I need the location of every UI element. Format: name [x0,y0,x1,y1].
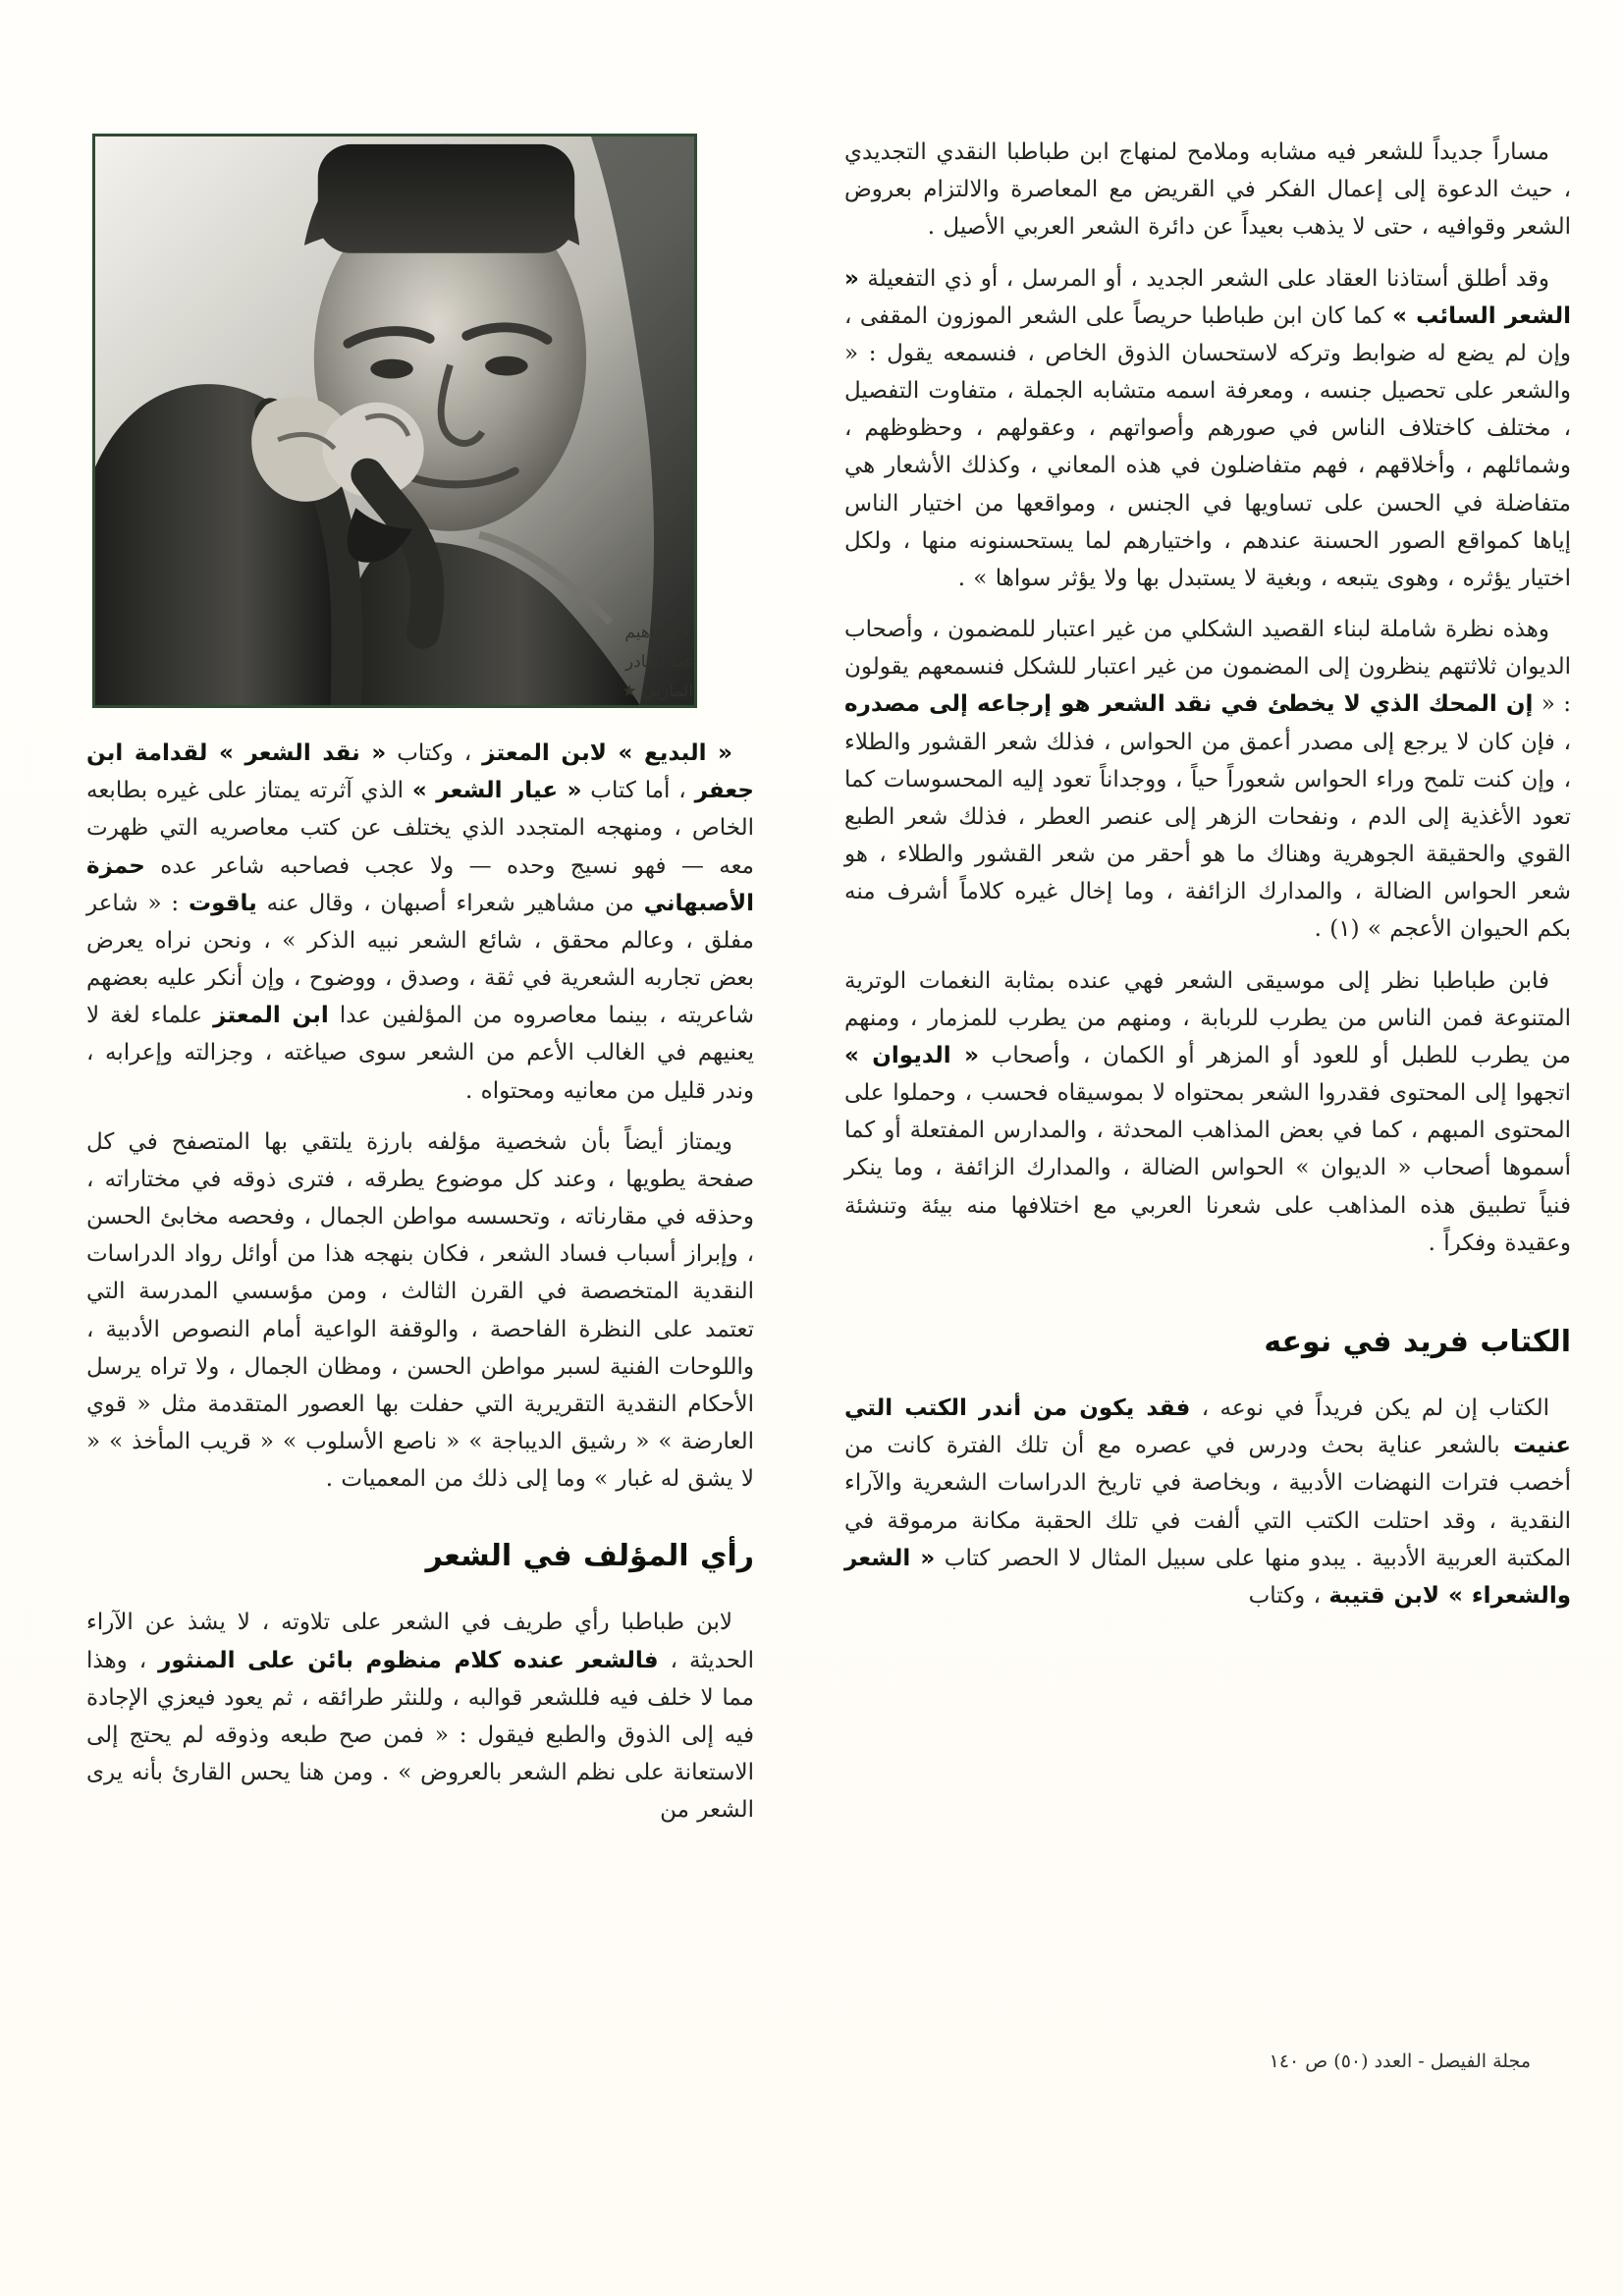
bold-phrase: إن المحك الذي لا يخطئ في نقد الشعر هو إرجاعه إلى مصدره [844,691,1534,718]
bold-phrase: « عيار الشعر » [411,778,582,804]
bold-phrase: فقد يكون من أندر الكتب التي عنيت [844,1394,1571,1459]
paragraph: ويمتاز أيضاً بأن شخصية مؤلفه بارزة يلتقي بها المتصفح في كل صفحة يطويها ، وعند كل موضوع يطرقه ، فترى ذوقه في مختاراته ، وحذقه في مقارناته ، وتحسسه مواطن الجمال ، وفحصه مخابئ الحسن ، وإبراز أسباب فساد الشعر ، فكان بنهجه هذا من أوائل رواد الدراسات النقدية المتخصصة في القرن الثالث ، ومن مؤسسي المدرسة التي تعتمد على النظرة الفاحصة ، والوقفة الواعية أمام النصوص الأدبية ، واللوحات الفنية لسبر مواطن الحسن ، ومظان الجمال ، ولا تراه يرسل الأحكام النقدية التقريرية التي حفلت بها العصور المتقدمة مثل « قوي العارضة » « رشيق الديباجة » « ناصع الأسلوب » « قريب المأخذ » « لا يشق له غبار » وما إلى ذلك من المعميات . [86,1128,754,1493]
bold-phrase: « البديع » لابن المعتز [482,740,733,766]
paragraph-text: الكتاب إن لم يكن فريداً في نوعه ، [1190,1394,1550,1421]
left-column [86,735,754,2036]
paragraph [844,611,1571,949]
paragraph [86,735,754,1110]
paragraph-text: ، وهذا مما لا خلف فيه فللشعر قوالبه ، وللنثر طرائقه ، ثم يعود فيعزي الإجادة فيه إلى الذوق والطبع فيقول : « فمن صح طبعه وذوقه لم يحتج إلى الاستعانة على نظم الشعر بالعروض » . ومن هنا يحس القارئ بأنه يرى الشعر من [86,1647,754,1824]
bold-phrase: « الشعر السائب » [844,265,1571,329]
bold-phrase: حمزة الأصبهاني [86,852,754,916]
paragraph-text: ، أما كتاب [581,778,695,804]
portrait-photo-frame [92,134,697,708]
paragraph-text: اتجهوا إلى المحتوى فقدروا الشعر بمحتواه لا بموسيقاه فحسب ، وحملوا على المحتوى المبهم ، كما في بعض المذاهب المحدثة ، والمدارس المفتعلة أو كما أسموها أصحاب « الديوان » الحواس الضالة ، والمدارك الزائفة ، وما ينكر فنياً تطبيق هذه المذاهب على شعرنا العربي مع اختلافها منه بيئة وتنشئة وعقيدة وفكراً . [844,1080,1571,1256]
page-footer: مجلة الفيصل - العدد (٥٠) ص ١٤٠ [1269,2050,1531,2072]
bold-phrase: « الشعر والشعراء » لابن قتيبة [844,1545,1571,1609]
paragraph-text: علماء لغة لا يعنيهم في الغالب الأعم من الشعر سوى صياغته ، وجزالته وإعرابه ، وندر قليل من معانيه ومحتواه . [86,1003,754,1104]
right-column [844,134,1571,2033]
bold-phrase: ياقوت [188,890,257,916]
paragraph-text: ، وكتاب [386,740,483,766]
bold-phrase: فالشعر عنده كلام منظوم بائن على المنثور [158,1647,659,1673]
section-heading: الكتاب فريد في نوعه [1264,1324,1571,1359]
paragraph-text: لابن طباطبا رأي طريف في الشعر على تلاوته ، لا يشذ عن الآراء الحديثة ، [86,1610,754,1673]
paragraph: مساراً جديداً للشعر فيه مشابه وملامح لمنهاج ابن طباطبا النقدي التجديدي ، حيث الدعوة إلى إعمال الفكر في القريض مع المعاصرة والالتزام بعروض الشعر وقوافيه ، حتى لا يذهب بعيداً عن دائرة الشعر العربي الأصيل . [844,139,1571,241]
paragraph-text: كما كان ابن طباطبا حريصاً على الشعر الموزون المقفى ، وإن لم يضع له ضوابط وتركه لاستحسان الذوق الخاص ، فنسمعه يقول : « والشعر على تحصيل جنسه ، ومعرفة اسمه متشابه الجملة ، متفاوت التفصيل ، مختلف كاختلاف الناس في صورهم وأصواتهم ، وعقولهم ، وحظوظهم ، وشمائلهم ، وأخلاقهم ، فهم متفاضلون في هذه المعاني ، وكذلك الأشعار هي متفاضلة في الحسن على تساويها في الجنس ، ومواقعها من اختيار الناس إياها كمواقع الصور الحسنة عندهم ، واختيارهم لما يستحسنونه منها ، ولكل اختيار يؤثره ، وهوى يتبعه ، وبغية لا يستبدل بها ولا يؤثر سواها » . [844,302,1571,591]
photo-caption: ★ إبراهيم عبد القادر المازني ★ [622,623,693,701]
bold-phrase: « الديوان » [844,1042,979,1068]
paragraph-text: ، فإن كان لا يرجع إلى مصدر أعمق من الحواس ، فذلك شعر القشور والطلاء ، وإن كنت تلمح وراء الحواس شعوراً حياً ، ووجداناً تعود إليه المحسوسات كما تعود الأغذية إلى الدم ، ونفحات الزهر إلى عنصر العطر ، فذلك شعر الطبع القوي والحقيقة الجوهرية وهناك ما هو أحقر من شعر القشور والطلاء ، هو شعر الحواس الضالة ، والمدارك الزائفة ، وما إخال غيره كلاماً أشرف منه بكم الحيوان الأعجم » (١) . [844,729,1571,943]
bold-phrase: ابن المعتز [213,1003,329,1029]
paragraph-text: وهذه نظرة شاملة لبناء القصيد الشكلي من غير اعتبار للمضمون ، وأصحاب الديوان ثلاثتهم ينظرون إلى المضمون من غير اعتبار للشكل فنسمعهم يقولون : « [844,617,1571,718]
paragraph-text: فابن طباطبا نظر إلى موسيقى الشعر فهي عنده بمثابة النغمات الوترية المتنوعة فمن الناس من يطرب للربابة ، ومنهم من يطرب للمزمار ، ومنهم من يطرب للطبل أو للعود أو المزهر أو الكمان ، وأصحاب [844,967,1571,1068]
portrait-photo [95,137,694,705]
paragraph-text: ، وكتاب [1248,1582,1329,1609]
paragraph-text: بالشعر عناية بحث ودرس في عصره مع أن تلك الفترة كانت من أخصب فترات النهضات الأدبية ، وبخاصة في تاريخ الدراسات الشعرية والآراء النقدية ، وقد احتلت الكتب التي ألفت في تلك الحقبة مكانة مرموقة في المكتبة العربية الأدبية . يبدو منها على سبيل المثال لا الحصر كتاب [844,1433,1571,1571]
section-heading: رأي المؤلف في الشعر [425,1539,754,1574]
paragraph [844,962,1571,1262]
paragraph [86,1604,754,1829]
paragraph-text: من مشاهير شعراء أصبهان ، وقال عنه [256,890,644,916]
paragraph [844,1390,1571,1614]
bold-phrase: « نقد الشعر » لقدامة ابن جعفر [86,740,754,804]
paragraph-text: : « شاعر مفلق ، وعالم محقق ، شائع الشعر نبيه الذكر » ، ونحن نراه يعرض بعض تجاربه الشعرية في ثقة ، وصدق ، ووضوح ، وإن أنكر عليه بعضهم شاعريته ، بينما معاصروه من المؤلفين عدا [86,890,754,1029]
paragraph-text: الذي آثرته يمتاز على غيره بطابعه الخاص ، ومنهجه المتجدد الذي يختلف عن كتب معاصريه التي ظهرت معه — فهو نسيج وحده — ولا عجب فصاحبه شاعر عده [86,778,754,879]
paragraph-text: وقد أطلق أستاذنا العقاد على الشعر الجديد ، أو المرسل ، أو ذي التفعيلة [858,265,1549,292]
paragraph [844,260,1571,598]
